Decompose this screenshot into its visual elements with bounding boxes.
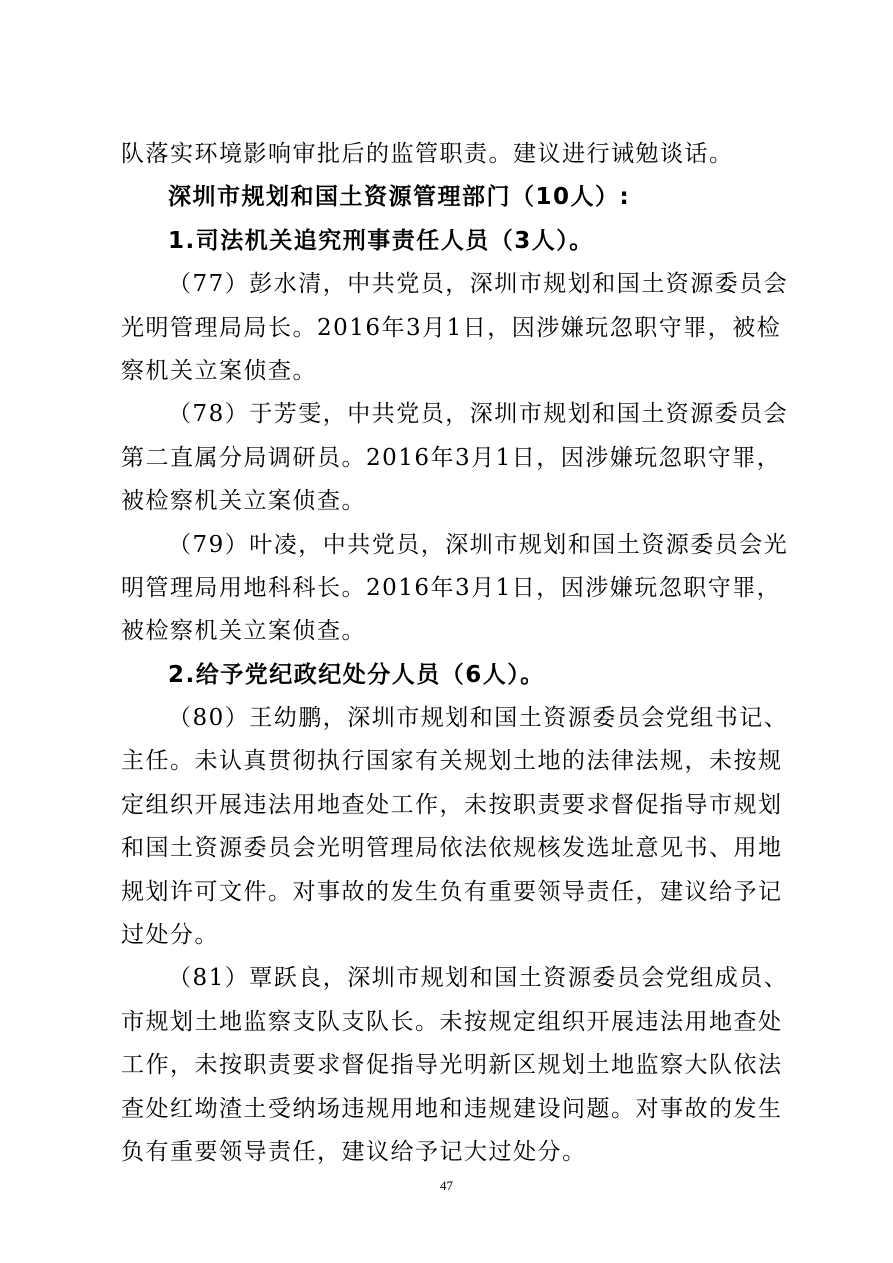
body-text-line: 队落实环境影响审批后的监管职责。建议进行诫勉谈话。 [121, 141, 734, 167]
body-text-line: 工作，未按职责要求督促指导光明新区规划土地监察大队依法 [121, 1052, 783, 1078]
body-text-line: 被检察机关立案侦查。 [121, 488, 366, 514]
body-text-line: 第二直属分局调研员。2016年3月1日，因涉嫌玩忽职守罪， [121, 445, 782, 471]
body-text-line: 市规划土地监察支队支队长。未按规定组织开展违法用地查处 [121, 1009, 783, 1035]
body-text-line: 定组织开展违法用地查处工作，未按职责要求督促指导市规划 [121, 792, 783, 818]
body-text-line: 明管理局用地科科长。2016年3月1日，因涉嫌玩忽职守罪， [121, 575, 782, 601]
body-text-line: （81）覃跃良，深圳市规划和国土资源委员会党组成员、 [168, 965, 789, 991]
subsection-heading: 2.给予党纪政纪处分人员（6人）。 [168, 662, 545, 688]
body-text-line: （80）王幼鹏，深圳市规划和国土资源委员会党组书记、 [168, 705, 789, 731]
page-number: 47 [440, 1178, 453, 1193]
body-text-line: 过处分。 [121, 922, 219, 948]
body-text-line: 主任。未认真贯彻执行国家有关规划土地的法律法规，未按规 [121, 748, 783, 774]
body-text-line: 被检察机关立案侦查。 [121, 618, 366, 644]
body-text-line: 查处红坳渣土受纳场违规用地和违规建设问题。对事故的发生 [121, 1096, 783, 1122]
body-text-line: （79）叶凌，中共党员，深圳市规划和国土资源委员会光 [168, 532, 789, 558]
body-text-line: （77）彭水清，中共党员，深圳市规划和国土资源委员会 [168, 271, 789, 297]
body-text-line: 和国土资源委员会光明管理局依法依规核发选址意见书、用地 [121, 835, 783, 861]
body-text-line: 光明管理局局长。2016年3月1日，因涉嫌玩忽职守罪，被检 [121, 315, 782, 341]
body-text-line: 规划许可文件。对事故的发生负有重要领导责任，建议给予记 [121, 879, 783, 905]
body-text-line: 负有重要领导责任，建议给予记大过处分。 [121, 1139, 587, 1165]
subsection-heading: 1.司法机关追究刑事责任人员（3人）。 [168, 228, 594, 254]
section-heading: 深圳市规划和国土资源管理部门（10人）: [168, 184, 631, 210]
body-text-line: （78）于芳雯，中共党员，深圳市规划和国土资源委员会 [168, 401, 789, 427]
body-text-line: 察机关立案侦查。 [121, 358, 317, 384]
